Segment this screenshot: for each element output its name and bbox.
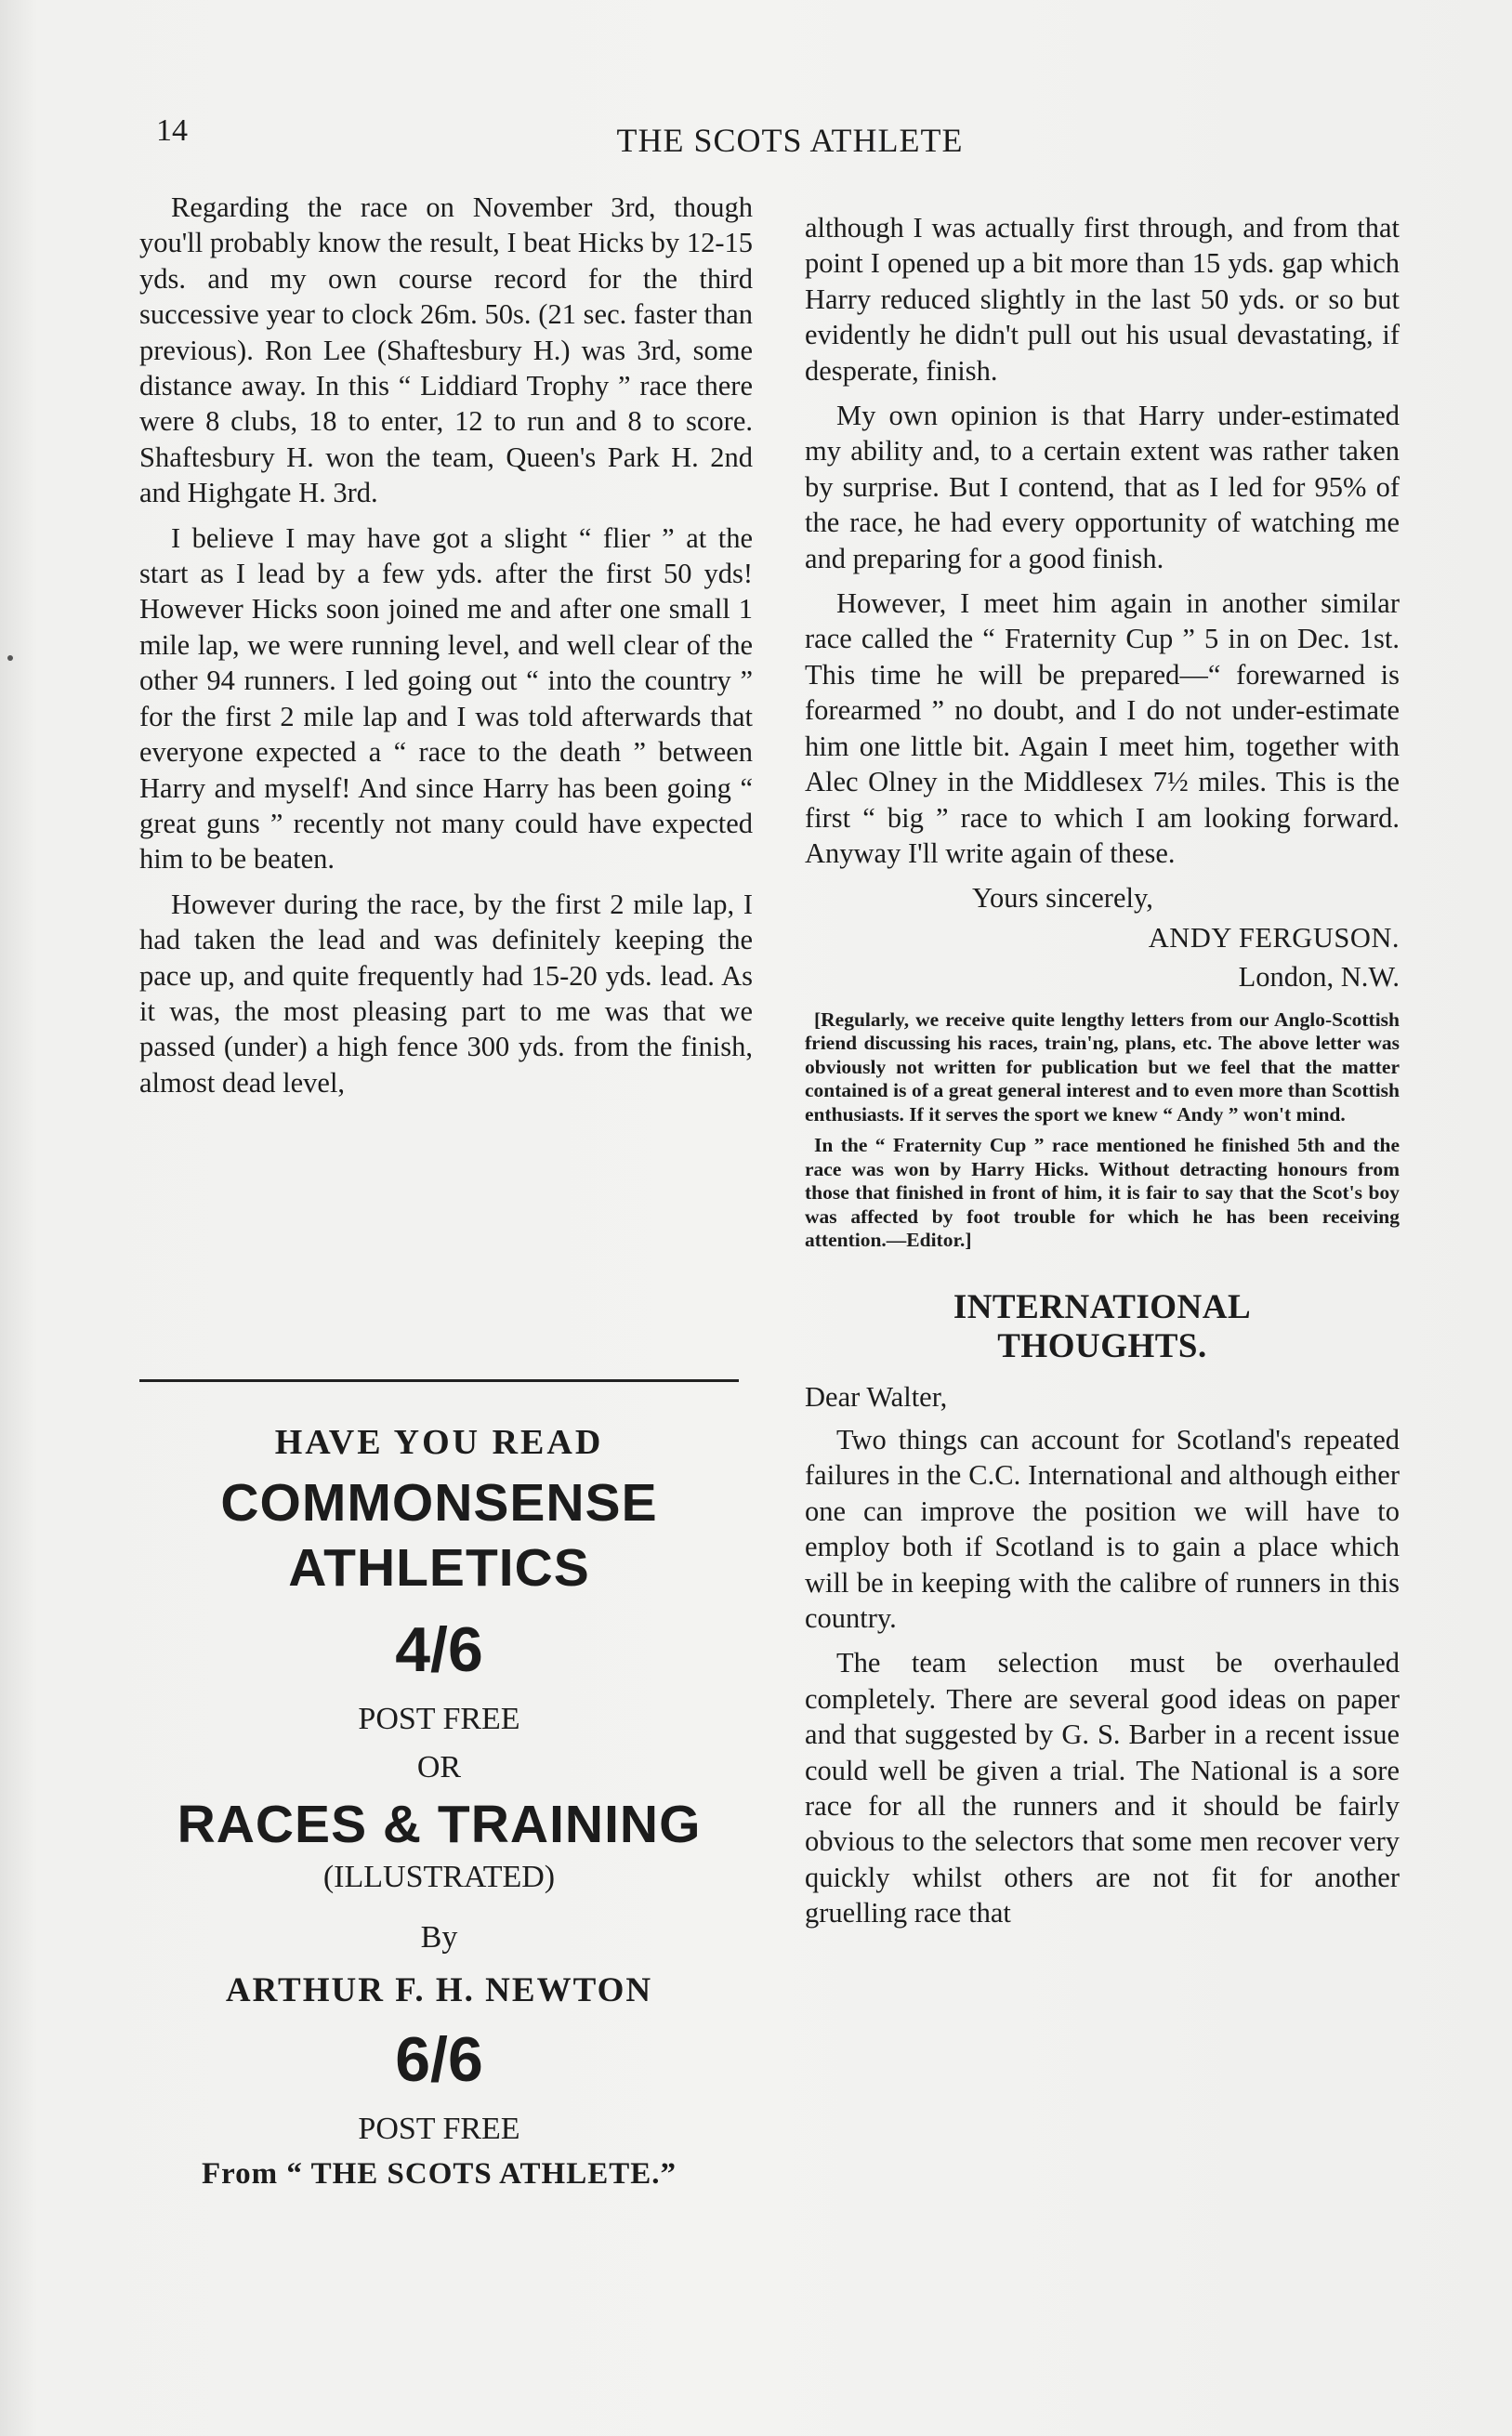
page-number: 14 (156, 113, 188, 148)
advert-top-rule (139, 1379, 739, 1382)
letter2-salutation: Dear Walter, (805, 1380, 948, 1413)
left-column (139, 190, 753, 1110)
editor-note (805, 1008, 1400, 1253)
section-heading-line1: INTERNATIONAL (953, 1287, 1252, 1326)
section-heading-line2: THOUGHTS. (997, 1326, 1207, 1365)
running-head: THE SCOTS ATHLETE (616, 122, 964, 159)
book-advert (139, 1422, 739, 2192)
book1-title-line1: COMMONSENSE (220, 1473, 658, 1533)
book2-post-free: POST FREE (358, 2112, 520, 2146)
letter1-closing: Yours sincerely, (972, 882, 1153, 915)
book1-post-free: POST FREE (358, 1702, 520, 1736)
letter1-location: London, N.W. (1238, 961, 1400, 994)
letter1-paragraph-3: However during the race, by the first 2 mile lap, I had taken the lead and was definitely keeping the pace up, and quite frequently had 15-20 yds. lead. As it was, the most pleasing part to me was that we passed (under) a high fence 300 yds. from the finish, almost dead level, (139, 888, 753, 1099)
editor-note-paragraph-1: [Regularly, we receive quite lengthy letters from our Anglo-Scottish friend discussing his races, train'ng, plans, etc. The above letter was obviously not written for publication but we feel that the matter contained is of a great general interest and to even more than Scottish enthusiasts. If it serves the sport we knew “ Andy ” won't mind. (805, 1007, 1400, 1126)
advert-by: By (420, 1920, 458, 1955)
book2-illustrated: (ILLUSTRATED) (322, 1860, 556, 1894)
book2-title: RACES & TRAINING (177, 1795, 702, 1854)
book1-price: 4/6 (395, 1614, 483, 1685)
section-heading (805, 1288, 1400, 1366)
advert-or: OR (416, 1750, 462, 1784)
letter1-signature: ANDY FERGUSON. (1148, 921, 1400, 954)
advert-source: From “ THE SCOTS ATHLETE.” (201, 2157, 677, 2191)
advert-author: ARTHUR F. H. NEWTON (225, 1971, 653, 2009)
letter1-paragraph-2: I believe I may have got a slight “ flier ” at the start as I lead by a few yds. after the first 50 yds! However Hicks soon joined me and after one small 1 mile lap, we were running level, and well clear of the other 94 runners. I led going out “ into the country ” for the first 2 mile lap and I was told afterwards that everyone expected a “ race to the death ” between Harry and myself! And since Harry has been going “ great guns ” recently not many could have expected him to be beaten. (139, 521, 753, 876)
book1-title-line2: ATHLETICS (288, 1538, 590, 1598)
book2-price: 6/6 (395, 2024, 483, 2095)
advert-intro: HAVE YOU READ (274, 1423, 604, 1462)
punch-hole-mark (7, 655, 13, 661)
letter1-paragraph-5: My own opinion is that Harry under-estimated my ability and, to a certain extent was rather taken by surprise. But I contend, that as I led for 95% of the race, he had every opportunity of watching me and preparing for a good finish. (805, 400, 1400, 574)
letter2-paragraph-1: Two things can account for Scotland's repeated failures in the C.C. International and although either one can improve the position we will have to employ both if Scotland is to gain a place which will be in keeping with the calibre of runners in this country. (805, 1423, 1400, 1634)
letter1-paragraph-4: although I was actually first through, and from that point I opened up a bit more than 15 yds. gap which Harry reduced slightly in the last 50 yds. or so but evidently he didn't pull out his usual devastating, if desperate, finish. (805, 212, 1400, 387)
letter1-paragraph-6: However, I meet him again in another similar race called the “ Fraternity Cup ” 5 in on Dec. 1st. This time he will be prepared—“ forewarned is forearmed ” no doubt, and I do not under-estimate him one little bit. Again I meet him, together with Alec Olney in the Middlesex 7½ miles. This is the first “ big ” race to which I am looking forward. Anyway I'll write again of these. (805, 587, 1400, 869)
editor-note-paragraph-2: In the “ Fraternity Cup ” race mentioned he finished 5th and the race was won by Harry Hicks. Without detracting honours from those that finished in front of him, it is fair to say that the Scot's boy was affected by foot trouble for which he has been receiving attention.—Editor.] (805, 1134, 1400, 1252)
letter1-paragraph-1: Regarding the race on November 3rd, though you'll probably know the result, I beat Hicks by 12-15 yds. and my own course record for the third successive year to clock 26m. 50s. (21 sec. faster than previous). Ron Lee (Shaftesbury H.) was 3rd, some distance away. In this “ Liddiard Trophy ” race there were 8 clubs, 18 to enter, 12 to run and 8 to score. Shaftesbury H. won the team, Queen's Park H. 2nd and Highgate H. 3rd. (139, 191, 753, 509)
right-column (805, 210, 1400, 1941)
letter2-paragraph-2: The team selection must be overhauled completely. There are several good ideas on paper and that suggested by G. S. Barber in a recent issue could well be given a trial. The National is a sore race for all the runners and it should be fairly obvious to the selectors that some men recover very quickly whilst others are not fit for another gruelling race that (805, 1647, 1400, 1929)
